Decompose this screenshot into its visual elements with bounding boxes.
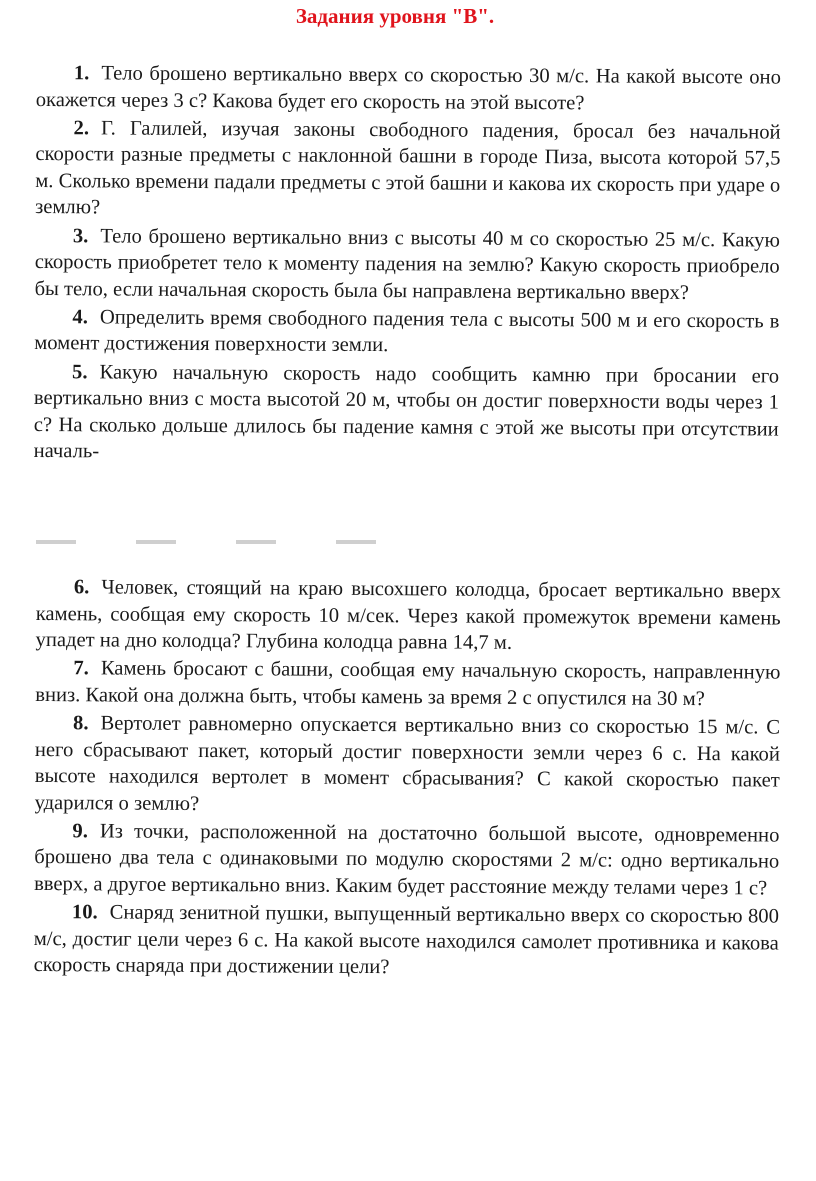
task-1 xyxy=(36,60,781,118)
task-number: 3. xyxy=(72,224,89,247)
task-text: Г. Галилей, изучая законы свободного падения, бросал без начальной скорости разные предметы с наклонной башни в городе Пиза, высота которой 57,5 м. Сколько времени падали предметы с этой башни и какова их скорость при ударе о землю? xyxy=(35,117,781,219)
task-text: Камень бросают с башни, сообщая ему начальную скорость, направленную вниз. Какой она должна быть, чтобы камень за время 2 с опустился на 30 м? xyxy=(35,657,781,710)
task-text: Тело брошено вертикально вниз с высоты 40 м со скоростью 25 м/с. Какую скорость приобретет тело к моменту падения на землю? Какую скорость приобрело бы тело, если начальная скорость была бы направлена вертикально вверх? xyxy=(34,224,780,304)
task-5 xyxy=(34,359,780,470)
task-number: 2. xyxy=(73,116,90,140)
task-number: 7. xyxy=(73,657,89,680)
page-title: Задания уровня "В". xyxy=(295,4,495,28)
task-6 xyxy=(36,574,781,658)
task-9 xyxy=(34,818,779,902)
tasks-block-1 xyxy=(34,60,781,471)
task-text: Снаряд зенитной пушки, выпущенный вертикально вверх со скоростью 800 м/с, достиг цели через 6 с. На какой высоте находился самолет противника и какова скорость снаряда при достижении цели? xyxy=(33,901,779,979)
task-10 xyxy=(34,899,779,983)
task-number: 9. xyxy=(72,820,88,843)
tasks-block-2 xyxy=(34,574,781,985)
task-number: 8. xyxy=(73,712,89,735)
task-number: 1. xyxy=(73,62,90,85)
task-text: Из точки, расположенной на достаточно большой высоте, одновременно брошено два тела с одинаковыми по модулю скоростями 2 м/с: одно вертикально вверх, а другое вертикально вниз. Каким будет расстояние между телами через 1 с? xyxy=(34,820,780,900)
task-text: Вертолет равномерно опускается вертикально вниз со скоростью 15 м/с. С него сбрасывают пакет, который достиг поверхности земли через 6 с. На какой высоте находился вертолет в момент сбрасывания? С какой скоростью пакет ударился о землю? xyxy=(34,712,781,815)
cut-off-line xyxy=(36,540,781,550)
task-4 xyxy=(34,304,779,362)
task-number: 10. xyxy=(71,901,98,924)
task-3 xyxy=(35,223,780,307)
task-2 xyxy=(35,115,781,226)
task-7 xyxy=(35,655,780,713)
task-text: Человек, стоящий на краю высохшего колодца, бросает вертикально вверх камень, сообщая ему скорость 10 м/сек. Через какой промежуток времени камень упадет на дно колодца? Глубина колодца равна 14,7 м. xyxy=(35,576,781,655)
task-number: 4. xyxy=(72,306,88,329)
task-text: Какую начальную скорость надо сообщить камню при бросании его вертикально вниз с моста высотой 20 м, чтобы он достиг поверхности воды через 1 с? На сколько дольше длилось бы падение камня с этой же высоты при отсутствии началь- xyxy=(33,360,780,463)
task-text: Тело брошено вертикально вверх со скоростью 30 м/с. На какой высоте оно окажется через 3 с? Какова будет его скорость на этой высоте? xyxy=(35,62,781,114)
task-number: 5. xyxy=(72,360,88,383)
task-number: 6. xyxy=(73,576,90,599)
task-text: Определить время свободного падения тела с высоты 500 м и его скорость в момент достижения поверхности земли. xyxy=(34,306,780,357)
task-8 xyxy=(35,710,781,821)
